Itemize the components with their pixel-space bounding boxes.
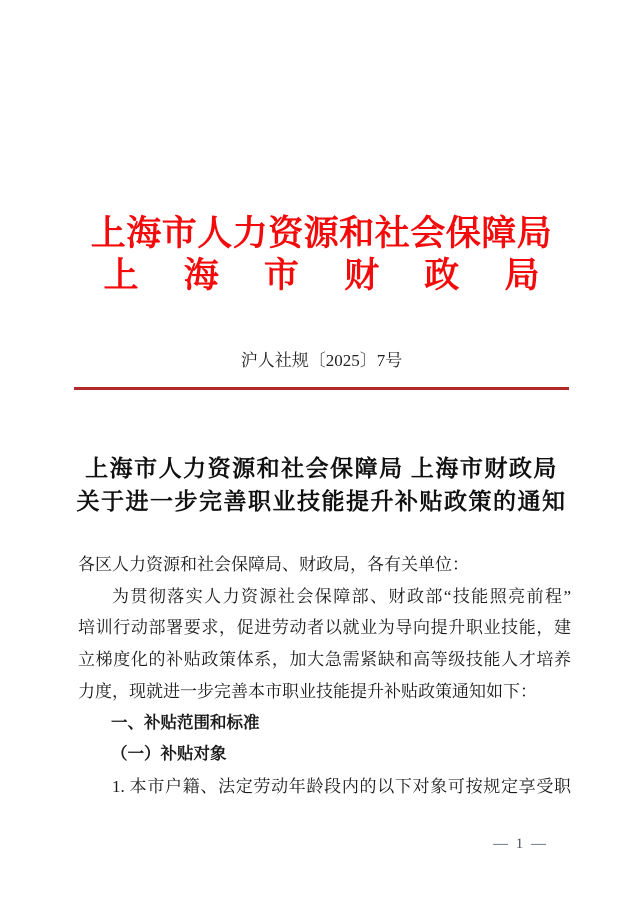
document-title xyxy=(0,452,643,518)
letterhead-org-line-1: 上海市人力资源和社会保障局 xyxy=(90,214,553,253)
body-line: 培训行动部署要求，促进劳动者以就业为导向提升职业技能，建 xyxy=(78,618,571,638)
body-line: 1. 本市户籍、法定劳动年龄段内的以下对象可按规定享受职 xyxy=(112,776,571,796)
letterhead-org-line-2: 上海市财政局 xyxy=(103,256,540,295)
subsection-heading: （一）补贴对象 xyxy=(111,745,227,764)
document-title-line-2: 关于进一步完善职业技能提升补贴政策的通知 xyxy=(76,489,567,514)
document-body xyxy=(0,549,643,803)
body-line: 力度，现就进一步完善本市职业技能提升补贴政策通知如下： xyxy=(78,681,537,701)
letterhead-divider-rule xyxy=(74,387,569,390)
salutation-line: 各区人力资源和社会保障局、财政局，各有关单位： xyxy=(78,555,469,574)
section-heading: 一、补贴范围和标准 xyxy=(111,713,260,732)
document-number: 沪人社规〔2025〕7号 xyxy=(240,351,403,370)
document-title-line-1: 上海市人力资源和社会保障局 上海市财政局 xyxy=(85,456,558,481)
body-line: 为贯彻落实人力资源社会保障部、财政部“技能照亮前程” xyxy=(112,586,571,606)
body-line: 立梯度化的补贴政策体系，加大急需紧缺和高等级技能人才培养 xyxy=(78,650,571,670)
page-number: — 1 — xyxy=(493,836,548,852)
